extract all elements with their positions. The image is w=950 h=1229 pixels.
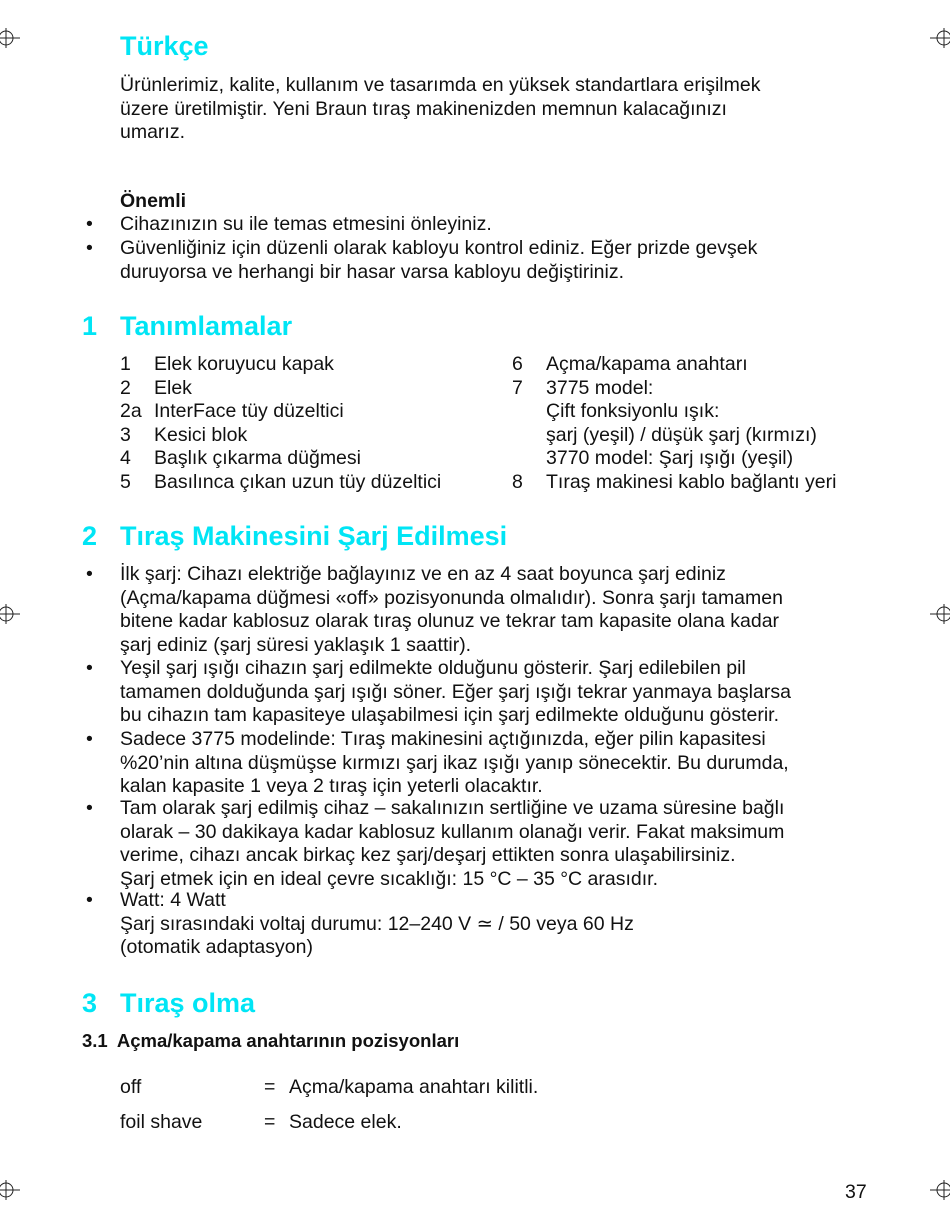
bullet-line: tamamen dolduğunda şarj ışığı söner. Eğer şarj ışığı tekrar yanmaya başlarsa: [120, 680, 791, 703]
bullet-line: verime, cihazı ancak birkaç kez şarj/deşarj ettikten sonra ulaşabilirsiniz.: [120, 844, 736, 866]
crop-mark-mid-left: [0, 604, 20, 624]
switch-position-value: Sadece elek.: [289, 1111, 402, 1133]
bullet-line: olarak – 30 dakikaya kadar kablosuz kullanım olanağı verir. Fakat maksimum: [120, 820, 785, 843]
switch-position-row: [0, 1076, 950, 1100]
section-1-heading: [82, 310, 293, 342]
bullet-line: Yeşil şarj ışığı cihazın şarj edilmekte olduğunu gösterir. Şarj edilebilen pil: [120, 657, 746, 679]
bullet-line: Güvenliğiniz için düzenli olarak kabloyu kontrol ediniz. Eğer prizde gevşek: [120, 237, 758, 259]
intro-line: Ürünlerimiz, kalite, kullanım ve tasarımda en yüksek standartlara erişilmek: [120, 74, 761, 96]
bullet-dot: •: [86, 213, 93, 235]
bullet-dot: •: [86, 797, 93, 819]
section-3-heading: [82, 987, 256, 1019]
bullet-line: %20’nin altına düşmüşse kırmızı şarj ikaz ışığı yanıp sönecektir. Bu durumda,: [120, 751, 789, 774]
subsection-number: 3.1: [82, 1030, 108, 1051]
bullet-line: bu cihazın tam kapasiteye ulaşabilmesi için şarj edilmekte olduğunu gösterir.: [120, 704, 780, 726]
equals-sign: =: [264, 1111, 276, 1133]
bullet-line: Cihazınızın su ile temas etmesini önleyiniz.: [120, 213, 492, 235]
section-title: Tıraş olma: [120, 988, 256, 1018]
bullet-line: bitene kadar kablosuz olarak tıraş olunuz ve tekrar tam kapasite olana kadar: [120, 610, 780, 632]
section-2-heading: [82, 520, 508, 552]
section-number: 3: [82, 988, 98, 1018]
page-title: Türkçe: [120, 31, 209, 61]
crop-mark-bottom-left: [0, 1180, 20, 1200]
bullet-dot: •: [86, 657, 93, 679]
equals-sign: =: [264, 1076, 276, 1098]
intro-line: üzere üretilmiştir. Yeni Braun tıraş makinenizden memnun kalacağınızı: [120, 97, 727, 120]
page-number: 37: [845, 1181, 867, 1203]
intro-line: umarız.: [120, 121, 186, 143]
crop-mark-bottom-right: [930, 1180, 950, 1200]
bullet-dot: •: [86, 728, 93, 750]
section-title: Tanımlamalar: [120, 311, 293, 341]
subsection-3-1-heading: [82, 1029, 459, 1053]
bullet-line: Sadece 3775 modelinde: Tıraş makinesini açtığınızda, eğer pilin kapasitesi: [120, 728, 766, 750]
bullet-line: İlk şarj: Cihazı elektriğe bağlayınız ve en az 4 saat boyunca şarj ediniz: [120, 563, 726, 585]
crop-mark-mid-right: [930, 604, 950, 624]
intro-paragraph: [120, 74, 870, 145]
switch-position-key: off: [120, 1076, 142, 1098]
bullet-line: (Açma/kapama düğmesi «off» pozisyonunda olmalıdır). Sonra şarjı tamamen: [120, 586, 783, 609]
bullet-line: kalan kapasite 1 veya 2 tıraş için yeterli olacaktır.: [120, 775, 543, 797]
crop-mark-top-left: [0, 28, 20, 48]
bullet-line: (otomatik adaptasyon): [120, 936, 313, 958]
bullet-dot: •: [86, 563, 93, 585]
switch-position-value: Açma/kapama anahtarı kilitli.: [289, 1076, 539, 1098]
section-title: Tıraş Makinesini Şarj Edilmesi: [120, 521, 508, 551]
bullet-line: Şarj etmek için en ideal çevre sıcaklığı: 15 °C – 35 °C arasıdır.: [120, 867, 659, 890]
bullet-dot: •: [86, 889, 93, 911]
bullet-line: duruyorsa ve herhangi bir hasar varsa kabloyu değiştiriniz.: [120, 260, 625, 283]
crop-mark-top-right: [930, 28, 950, 48]
bullet-line: Şarj sırasındaki voltaj durumu: 12–240 V ≃ / 50 veya 60 Hz: [120, 912, 634, 935]
switch-position-key: foil shave: [120, 1111, 203, 1133]
important-heading: Önemli: [120, 190, 187, 212]
bullet-line: Watt: 4 Watt: [120, 889, 226, 911]
subsection-title: Açma/kapama anahtarının pozisyonları: [116, 1030, 460, 1051]
section-number: 2: [82, 521, 98, 551]
section-number: 1: [82, 311, 98, 341]
bullet-dot: •: [86, 237, 93, 259]
bullet-line: Tam olarak şarj edilmiş cihaz – sakalınızın sertliğine ve uzama süresine bağlı: [120, 797, 785, 819]
bullet-line: şarj ediniz (şarj süresi yaklaşık 1 saattir).: [120, 633, 472, 656]
switch-position-row: [0, 1111, 950, 1135]
